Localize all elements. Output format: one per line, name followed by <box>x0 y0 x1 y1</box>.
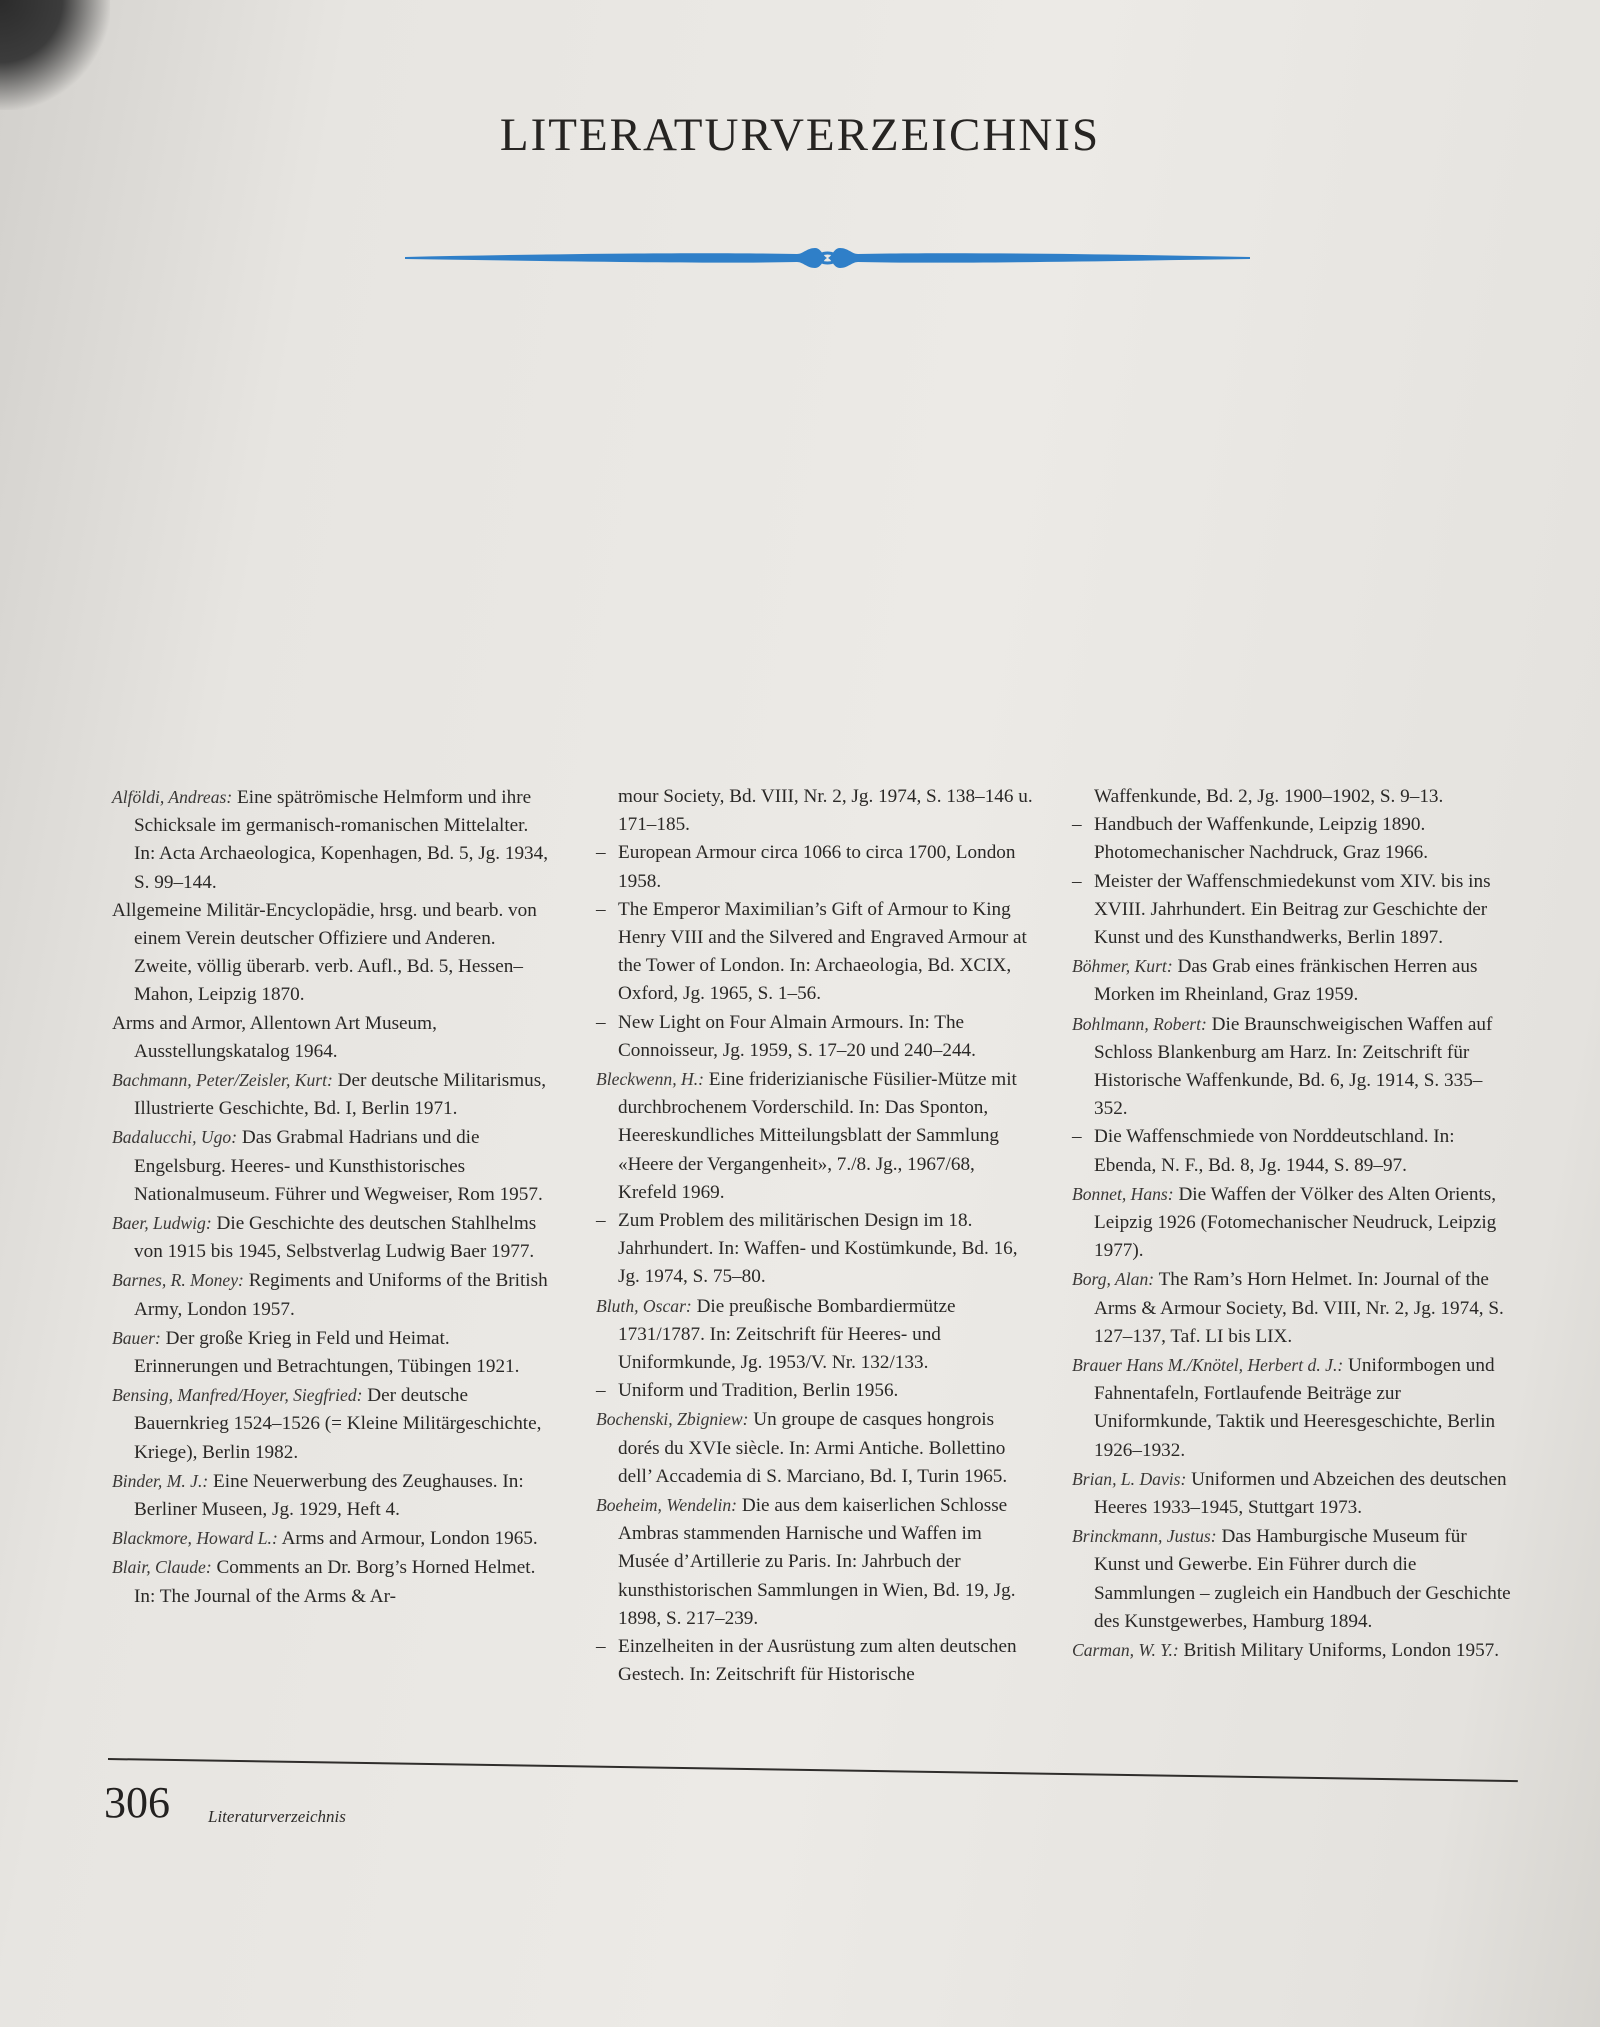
entry-text: Der deutsche Militarismus, Illustrierte Geschichte, Bd. I, Berlin 1971. <box>134 1070 547 1120</box>
bibliography-entry <box>1072 1010 1512 1124</box>
ditto-dash: – <box>596 1380 606 1402</box>
bibliography-entry <box>1072 783 1512 811</box>
entry-author: Badalucchi, Ugo: <box>112 1127 238 1148</box>
entry-text: Zum Problem des militärischen Design im 18. Jahrhundert. In: Waffen- und Kostümkunde, Bd. 16, Jg. 1974, S. 75–80. <box>618 1210 1018 1288</box>
bibliography-column-2 <box>596 783 1036 1690</box>
entry-text: Uniformbogen und Fahnentafeln, Fortlaufende Beiträge zur Uniformkunde, Taktik und Heeresgeschichte, Berlin 1926–1932. <box>1094 1355 1496 1461</box>
bibliography-entry <box>112 1123 552 1209</box>
entry-text: Die Geschichte des deutschen Stahlhelms von 1915 bis 1945, Selbstverlag Ludwig Baer 1977. <box>134 1213 537 1263</box>
entry-author: Brian, L. Davis: <box>1072 1468 1187 1489</box>
bibliography-entry <box>112 1209 552 1266</box>
entry-text: Handbuch der Waffenkunde, Leipzig 1890. Photomechanischer Nachdruck, Graz 1966. <box>1094 814 1429 864</box>
entry-author: Blair, Claude: <box>112 1557 212 1578</box>
entry-text: The Emperor Maximilian’s Gift of Armour to King Henry VIII and the Silvered and Engraved Armour at the Tower of London. In: Archaeologia, Bd. XCIX, Oxford, Jg. 1965, S. 1–56. <box>618 898 1027 1005</box>
entry-author: Brinckmann, Justus: <box>1072 1526 1217 1547</box>
bibliography-entry <box>112 1066 552 1123</box>
entry-author: Bohlmann, Robert: <box>1072 1013 1207 1034</box>
bibliography-entry <box>1072 811 1512 867</box>
entry-text: Arms and Armor, Allentown Art Museum, Ausstellungskatalog 1964. <box>112 1012 437 1062</box>
entry-author: Boeheim, Wendelin: <box>596 1495 738 1516</box>
bibliography-entry <box>596 1633 1036 1689</box>
entry-author: Carman, W. Y.: <box>1072 1640 1179 1661</box>
bibliography-column-1 <box>112 783 552 1611</box>
running-head: Literaturverzeichnis <box>208 1807 346 1826</box>
entry-author: Binder, M. J.: <box>112 1470 209 1491</box>
bibliography-entry <box>596 1491 1036 1633</box>
bibliography-entry <box>1072 1123 1512 1179</box>
entry-text: New Light on Four Almain Armours. In: The Connoisseur, Jg. 1959, S. 17–20 und 240–244. <box>618 1011 976 1061</box>
entry-author: Bluth, Oscar: <box>596 1295 692 1316</box>
footer-rule <box>108 1758 1518 1782</box>
entry-text: Die preußische Bombardiermütze 1731/1787. In: Zeitschrift für Heeres- und Uniformkunde, Jg. 1953/V. Nr. 132/133. <box>618 1295 956 1374</box>
bibliography-column-3 <box>1072 783 1512 1665</box>
entry-text: Das Grab eines fränkischen Herren aus Morken im Rheinland, Graz 1959. <box>1094 956 1478 1006</box>
bibliography-entry <box>112 1010 552 1066</box>
entry-author: Baer, Ludwig: <box>112 1213 212 1234</box>
entry-text: Der große Krieg in Feld und Heimat. Erinnerungen und Betrachtungen, Tübingen 1921. <box>134 1327 520 1378</box>
page-shadow-corner <box>0 0 110 110</box>
bibliography-entry <box>1072 952 1512 1009</box>
entry-author: Alföldi, Andreas: <box>112 787 233 807</box>
entry-text: Arms and Armour, London 1965. <box>281 1528 538 1550</box>
bibliography-entry <box>596 1377 1036 1405</box>
bibliography-entry <box>596 1292 1036 1378</box>
ditto-dash: – <box>1072 1126 1082 1148</box>
entry-text: Die Braunschweigischen Waffen auf Schloss Blankenburg am Harz. In: Zeitschrift für Historische Waffenkunde, Bd. 6, Jg. 1914, S. 335–352. <box>1094 1013 1493 1120</box>
entry-text: Eine Neuerwerbung des Zeughauses. In: Berliner Museen, Jg. 1929, Heft 4. <box>134 1470 524 1521</box>
bibliography-entry <box>596 1065 1036 1207</box>
entry-author: Bachmann, Peter/Zeisler, Kurt: <box>112 1070 333 1091</box>
bibliography-entry <box>1072 1522 1512 1636</box>
entry-author: Bensing, Manfred/Hoyer, Siegfried: <box>112 1385 363 1406</box>
bibliography-entry <box>1072 1465 1512 1522</box>
page-title: LITERATURVERZEICHNIS <box>499 109 1101 161</box>
bibliography-entry <box>596 783 1036 839</box>
bibliography-entry <box>1072 1351 1512 1465</box>
bibliography-entry <box>112 1467 552 1524</box>
entry-text: Das Hamburgische Museum für Kunst und Gewerbe. Ein Führer durch die Sammlungen – zugleich ein Handbuch der Geschichte des Kunstgewerbes, Hamburg 1894. <box>1094 1526 1511 1632</box>
bibliography-entry <box>596 896 1036 1009</box>
entry-text: Der deutsche Bauernkrieg 1524–1526 (= Kleine Militärgeschichte, Kriege), Berlin 1982. <box>134 1385 542 1463</box>
ditto-dash: – <box>596 842 606 864</box>
entry-text: Uniform und Tradition, Berlin 1956. <box>618 1380 899 1402</box>
ditto-dash: – <box>1072 870 1082 892</box>
entry-author: Bonnet, Hans: <box>1072 1183 1174 1204</box>
entry-text: European Armour circa 1066 to circa 1700, London 1958. <box>618 842 1016 892</box>
entry-text: Die Waffen der Völker des Alten Orients, Leipzig 1926 (Fotomechanischer Neudruck, Leipzig 1977). <box>1094 1183 1497 1262</box>
entry-text: Allgemeine Militär-Encyclopädie, hrsg. und bearb. von einem Verein deutscher Offiziere und Anderen. Zweite, völlig überarb. verb. Aufl., Bd. 5, Hessen–Mahon, Leipzig 1870. <box>112 899 537 1006</box>
entry-text: The Ram’s Horn Helmet. In: Journal of the Arms & Armour Society, Bd. VIII, Nr. 2, Jg. 1974, S. 127–137, Taf. LI bis LIX. <box>1094 1269 1504 1347</box>
ditto-dash: – <box>596 1636 606 1658</box>
bibliography-entry <box>112 783 552 897</box>
ditto-dash: – <box>596 1011 606 1033</box>
entry-text: Meister der Waffenschmiedekunst vom XIV. bis ins XVIII. Jahrhundert. Ein Beitrag zur Geschichte der Kunst und des Kunsthandwerks, Berlin 1897. <box>1094 870 1491 949</box>
entry-author: Brauer Hans M./Knötel, Herbert d. J.: <box>1072 1355 1344 1376</box>
bibliography-entry <box>596 1207 1036 1292</box>
entry-text: Eine spätrömische Helmform und ihre Schicksale im germanisch-romanischen Mittelalter. In: Acta Archaeologica, Kopenhagen, Bd. 5, Jg. 1934, S. 99–144. <box>134 787 549 893</box>
entry-text: Waffenkunde, Bd. 2, Jg. 1900–1902, S. 9–13. <box>1094 786 1444 807</box>
bibliography-entry <box>1072 1265 1512 1351</box>
bibliography-entry <box>112 1524 552 1553</box>
entry-author: Barnes, R. Money: <box>112 1270 244 1291</box>
bibliography-entry <box>596 1009 1036 1065</box>
entry-text: Comments an Dr. Borg’s Horned Helmet. In: The Journal of the Arms & Ar- <box>134 1557 536 1607</box>
bibliography-entry <box>1072 1180 1512 1266</box>
entry-text: Regiments and Uniforms of the British Army, London 1957. <box>134 1270 548 1320</box>
bibliography-entry <box>112 1553 552 1610</box>
ditto-dash: – <box>1072 814 1082 836</box>
entry-author: Böhmer, Kurt: <box>1072 956 1173 977</box>
entry-text: Die aus dem kaiserlichen Schlosse Ambras stammenden Harnische und Waffen im Musée d’Artillerie zu Paris. In: Jahrbuch der kunsthistorischen Sammlungen in Wien, Bd. 19, Jg. 1898, S. 217–239. <box>618 1495 1016 1629</box>
bibliography-entry <box>112 897 552 1010</box>
bibliography-entry <box>1072 1636 1512 1665</box>
flourish-divider-icon <box>405 236 1250 280</box>
bibliography-entry <box>112 1266 552 1323</box>
entry-text: Die Waffenschmiede von Norddeutschland. In: Ebenda, N. F., Bd. 8, Jg. 1944, S. 89–97. <box>1094 1126 1455 1176</box>
bibliography-entry <box>596 1405 1036 1491</box>
bibliography-entry <box>112 1381 552 1467</box>
page-number: 306 <box>104 1778 170 1827</box>
entry-text: Uniformen und Abzeichen des deutschen Heeres 1933–1945, Stuttgart 1973. <box>1094 1468 1507 1519</box>
bibliography-entry <box>596 839 1036 895</box>
entry-author: Blackmore, Howard L.: <box>112 1528 278 1549</box>
entry-author: Bochenski, Zbigniew: <box>596 1409 749 1430</box>
bibliography-entry <box>1072 868 1512 953</box>
entry-text: Eine friderizianische Füsilier-Mütze mit durchbrochenem Vorderschild. In: Das Sponton, Heereskundliches Mitteilungsblatt der Sammlung «Heere der Vergangenheit», 7./8. Jg., 1967/68, Krefeld 1969. <box>618 1069 1017 1203</box>
bibliography-entry <box>112 1324 552 1381</box>
entry-author: Borg, Alan: <box>1072 1269 1155 1290</box>
entry-text: British Military Uniforms, London 1957. <box>1183 1640 1500 1662</box>
entry-author: Bleckwenn, H.: <box>596 1069 704 1090</box>
entry-text: mour Society, Bd. VIII, Nr. 2, Jg. 1974, S. 138–146 u. 171–185. <box>618 786 1033 836</box>
entry-author: Bauer: <box>112 1327 161 1348</box>
entry-text: Un groupe de casques hongrois dorés du XVIe siècle. In: Armi Antiche. Bollettino dell’ Accademia di S. Marciano, Bd. I, Turin 1965. <box>618 1409 1008 1487</box>
entry-text: Das Grabmal Hadrians und die Engelsburg. Heeres- und Kunsthistorisches Nationalmuseum. Führer und Wegweiser, Rom 1957. <box>134 1127 543 1205</box>
ditto-dash: – <box>596 1210 606 1232</box>
entry-text: Einzelheiten in der Ausrüstung zum alten deutschen Gestech. In: Zeitschrift für Historische <box>618 1636 1017 1686</box>
ditto-dash: – <box>596 898 606 920</box>
